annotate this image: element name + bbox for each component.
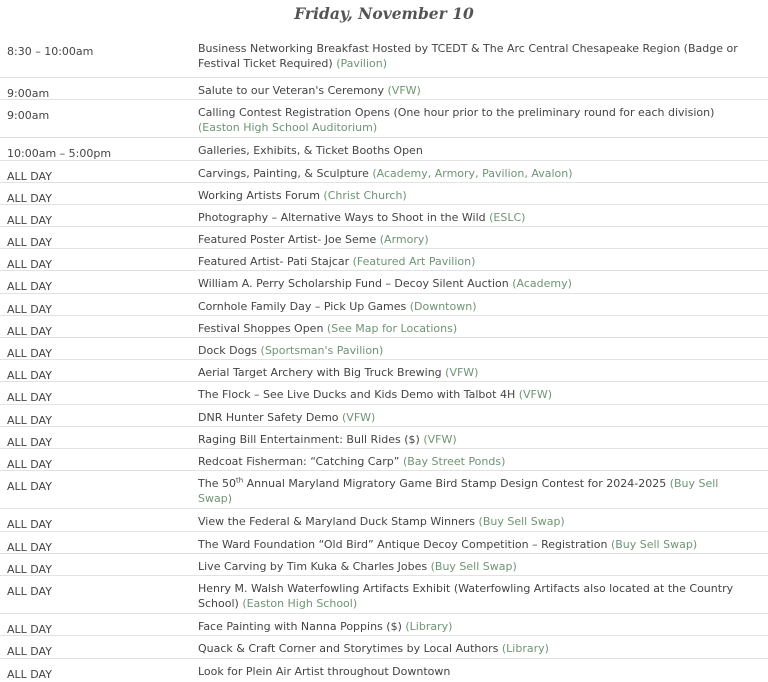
event-description: [198, 476, 753, 506]
schedule-row: [0, 448, 768, 470]
event-location-link[interactable]: (Pavilion): [336, 57, 388, 70]
schedule-row: [0, 531, 768, 553]
schedule-row: [0, 575, 768, 613]
event-text: Aerial Target Archery with Big Truck Brewing: [198, 366, 446, 379]
schedule-row: [0, 99, 768, 137]
schedule-row: [0, 635, 768, 658]
event-description: [198, 432, 753, 447]
event-time: ALL DAY: [7, 170, 52, 183]
event-text: Cornhole Family Day – Pick Up Games: [198, 300, 410, 313]
event-location-link[interactable]: (Library): [501, 642, 549, 655]
event-description: [198, 232, 753, 247]
event-text: Featured Artist- Pati Stajcar: [198, 255, 353, 268]
event-text: Look for Plein Air Artist throughout Downtown: [198, 665, 451, 678]
event-description: [198, 559, 753, 574]
event-location-link[interactable]: (Buy Sell Swap): [430, 560, 517, 573]
event-description: [198, 410, 753, 425]
event-description: [198, 343, 753, 358]
schedule-row: [0, 226, 768, 248]
event-location-link[interactable]: (Bay Street Ponds): [402, 455, 506, 468]
event-time: 10:00am – 5:00pm: [7, 147, 112, 160]
schedule-table: [0, 36, 768, 680]
event-location-link[interactable]: (Armory): [379, 233, 429, 246]
event-location-link[interactable]: (ESLC): [489, 211, 526, 224]
schedule-row: [0, 470, 768, 508]
event-location-link[interactable]: (Academy): [512, 277, 572, 290]
event-description: [198, 105, 753, 135]
schedule-row: [0, 381, 768, 404]
event-time: ALL DAY: [7, 480, 52, 493]
schedule-row: [0, 270, 768, 293]
event-description: [198, 454, 753, 469]
event-location-link[interactable]: (Featured Art Pavilion): [352, 255, 476, 268]
event-description: [198, 619, 753, 634]
event-text: Salute to our Veteran's Ceremony: [198, 84, 388, 97]
event-location-link[interactable]: (VFW): [387, 84, 421, 97]
event-text: Raging Bill Entertainment: Bull Rides ($): [198, 433, 424, 446]
schedule-row: [0, 359, 768, 381]
event-location-link[interactable]: (Buy Sell Swap): [478, 515, 565, 528]
event-description: [198, 143, 753, 158]
event-text: The Flock – See Live Ducks and Kids Demo with Talbot 4H: [198, 388, 519, 401]
event-time: ALL DAY: [7, 458, 52, 471]
event-description: [198, 254, 753, 269]
event-description: [198, 321, 753, 336]
event-time: ALL DAY: [7, 563, 52, 576]
event-location-link[interactable]: (VFW): [445, 366, 479, 379]
schedule-row: [0, 77, 768, 99]
event-time: ALL DAY: [7, 369, 52, 382]
schedule-row: [0, 36, 768, 77]
event-time: ALL DAY: [7, 585, 52, 598]
schedule-row: [0, 404, 768, 426]
event-location-link[interactable]: (Academy, Armory, Pavilion, Avalon): [372, 167, 573, 180]
event-location-link[interactable]: (Sportsman's Pavilion): [260, 344, 384, 357]
schedule-row: [0, 508, 768, 531]
event-time: 8:30 – 10:00am: [7, 45, 94, 58]
schedule-row: [0, 553, 768, 575]
event-location-link[interactable]: (Downtown): [409, 300, 477, 313]
event-description: [198, 188, 753, 203]
event-description: [198, 41, 753, 71]
event-time: ALL DAY: [7, 325, 52, 338]
event-text: Henry M. Walsh Waterfowling Artifacts Exhibit (Waterfowling Artifacts also located at the Country School): [198, 582, 734, 610]
event-location-link[interactable]: (VFW): [423, 433, 457, 446]
event-time: ALL DAY: [7, 541, 52, 554]
event-text: The Ward Foundation “Old Bird” Antique Decoy Competition – Registration: [198, 538, 611, 551]
event-time: 9:00am: [7, 87, 50, 100]
event-text: Live Carving by Tim Kuka & Charles Jobes: [198, 560, 431, 573]
event-location-link[interactable]: (Buy Sell Swap): [198, 477, 719, 505]
event-time: ALL DAY: [7, 518, 52, 531]
event-time: ALL DAY: [7, 668, 52, 681]
event-text-prefix: The 50: [198, 477, 236, 490]
event-text: Photography – Alternative Ways to Shoot in the Wild: [198, 211, 490, 224]
event-time: ALL DAY: [7, 192, 52, 205]
event-time: ALL DAY: [7, 414, 52, 427]
event-text-superscript: th: [235, 476, 244, 485]
event-time: ALL DAY: [7, 280, 52, 293]
event-description: [198, 83, 753, 98]
event-text: Redcoat Fisherman: “Catching Carp”: [198, 455, 403, 468]
event-text: Carvings, Painting, & Sculpture: [198, 167, 373, 180]
schedule-row: [0, 182, 768, 204]
event-time: ALL DAY: [7, 645, 52, 658]
event-text: Calling Contest Registration Opens (One hour prior to the preliminary round for each division): [198, 106, 715, 119]
event-description: [198, 641, 753, 656]
event-location-link[interactable]: (Library): [405, 620, 453, 633]
event-time: ALL DAY: [7, 391, 52, 404]
event-location-link[interactable]: (See Map for Locations): [326, 322, 458, 335]
event-text: Business Networking Breakfast Hosted by TCEDT & The Arc Central Chesapeake Region (Badge or Festival Ticket Required): [198, 42, 738, 70]
event-text: Festival Shoppes Open: [198, 322, 327, 335]
schedule-row: [0, 613, 768, 635]
event-description: [198, 210, 753, 225]
schedule-row: [0, 248, 768, 270]
event-description: [198, 664, 753, 679]
event-text: Annual Maryland Migratory Game Bird Stamp Design Contest for 2024-2025: [243, 477, 670, 490]
schedule-row: [0, 160, 768, 182]
event-description: [198, 581, 753, 611]
event-description: [198, 299, 753, 314]
event-text: Face Painting with Nanna Poppins ($): [198, 620, 406, 633]
event-description: [198, 365, 753, 380]
event-time: ALL DAY: [7, 623, 52, 636]
event-description: [198, 166, 753, 181]
event-text: Dock Dogs: [198, 344, 261, 357]
event-location-link[interactable]: (Easton High School Auditorium): [198, 121, 378, 134]
event-text: William A. Perry Scholarship Fund – Decoy Silent Auction: [198, 277, 513, 290]
event-description: [198, 514, 753, 529]
page-title: Friday, November 10: [294, 4, 474, 23]
event-location-link[interactable]: (VFW): [342, 411, 376, 424]
schedule-row: [0, 137, 768, 160]
event-location-link[interactable]: (Buy Sell Swap): [610, 538, 698, 551]
event-text: Quack & Craft Corner and Storytimes by Local Authors: [198, 642, 502, 655]
event-time: ALL DAY: [7, 436, 52, 449]
event-description: [198, 537, 753, 552]
schedule-row: [0, 204, 768, 226]
event-time: ALL DAY: [7, 236, 52, 249]
event-time: ALL DAY: [7, 258, 52, 271]
schedule-row: [0, 337, 768, 359]
event-description: [198, 276, 753, 291]
event-time: ALL DAY: [7, 347, 52, 360]
event-location-link[interactable]: (Christ Church): [323, 189, 407, 202]
schedule-row: [0, 658, 768, 680]
event-text: Featured Poster Artist- Joe Seme: [198, 233, 380, 246]
event-description: [198, 387, 753, 402]
event-location-link[interactable]: (Easton High School): [242, 597, 358, 610]
event-time: 9:00am: [7, 109, 50, 122]
schedule-row: [0, 315, 768, 337]
event-time: ALL DAY: [7, 214, 52, 227]
event-location-link[interactable]: (VFW): [518, 388, 553, 401]
event-text: DNR Hunter Safety Demo: [198, 411, 343, 424]
schedule-row: [0, 426, 768, 448]
event-time: ALL DAY: [7, 303, 52, 316]
event-text: View the Federal & Maryland Duck Stamp Winners: [198, 515, 479, 528]
event-text: Galleries, Exhibits, & Ticket Booths Open: [198, 144, 423, 157]
schedule-row: [0, 293, 768, 315]
event-text: Working Artists Forum: [198, 189, 324, 202]
